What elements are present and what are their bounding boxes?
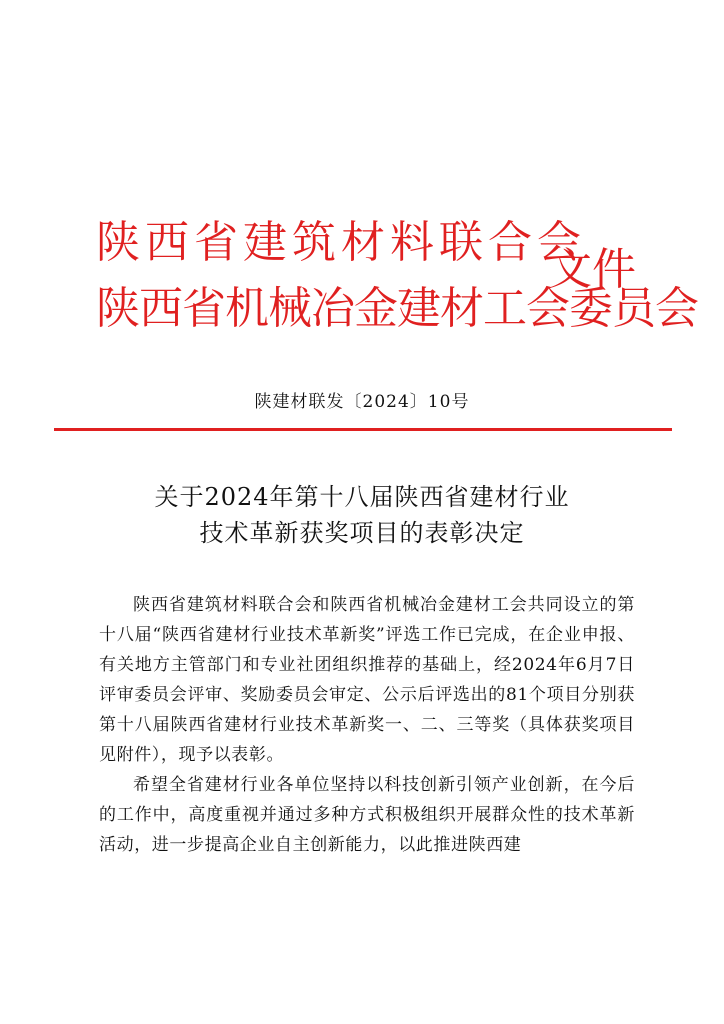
body-paragraph-2: 希望全省建材行业各单位坚持以科技创新引领产业创新，在今后的工作中，高度重视并通过多种方式积极组织开展群众性的技术革新活动，进一步提高企业自主创新能力，以此推进陕西建 — [99, 775, 635, 855]
header-suffix: 文件 — [548, 244, 636, 295]
document-title — [0, 479, 724, 551]
header-org-2: 陕西省机械冶金建材工会委员会 — [96, 283, 698, 334]
header-org-1: 陕西省建筑材料联合会 — [96, 217, 586, 268]
red-divider — [54, 428, 672, 431]
document-number: 陕建材联发〔2024〕10号 — [254, 392, 470, 412]
body-paragraph-1: 陕西省建筑材料联合会和陕西省机械冶金建材工会共同设立的第十八届“陕西省建材行业技术革新奖”评选工作已完成，在企业申报、有关地方主管部门和专业社团组织推荐的基础上，经2024年6月7日评审委员会评审、奖励委员会审定、公示后评选出的81个项目分别获第十八届陕西省建材行业技术革新奖一、二、三等奖（具体获奖项目见附件），现予以表彰。 — [99, 595, 635, 765]
document-body — [99, 590, 635, 860]
title-line-1: 关于2024年第十八届陕西省建材行业 — [154, 483, 570, 511]
title-line-2: 技术革新获奖项目的表彰决定 — [199, 519, 525, 547]
